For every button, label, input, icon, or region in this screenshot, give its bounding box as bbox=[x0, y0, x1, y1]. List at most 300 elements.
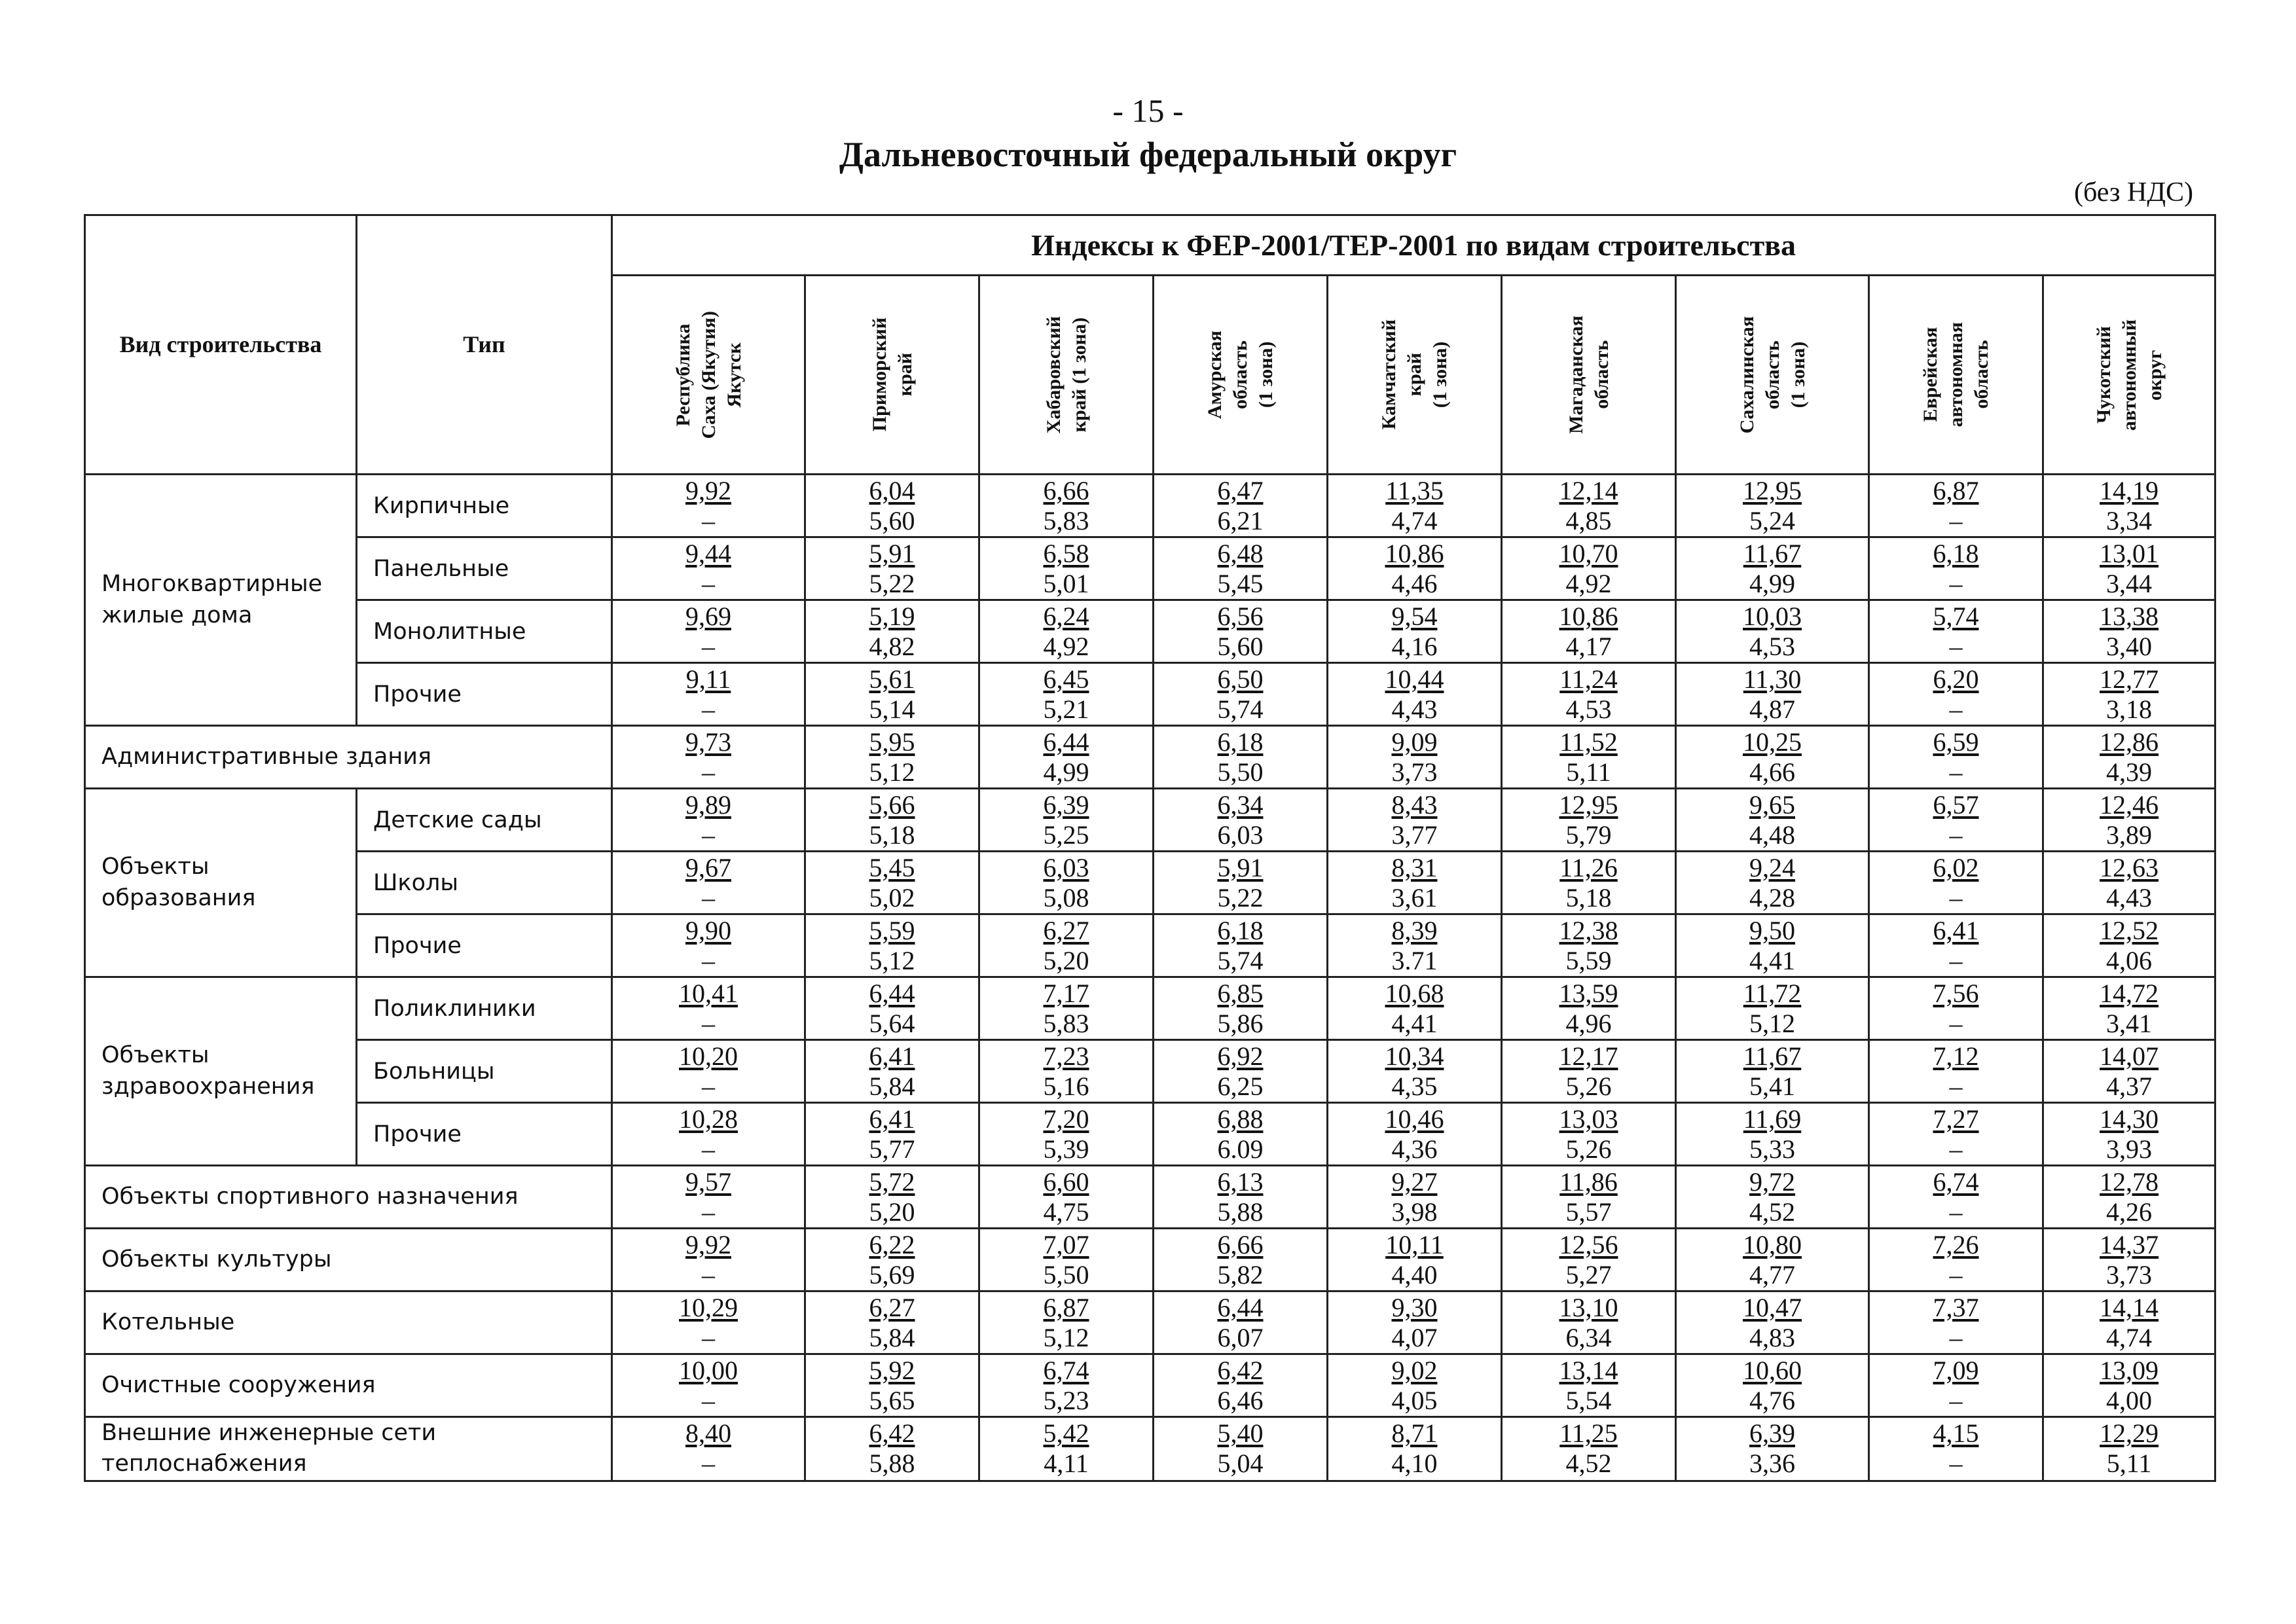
fer-index-value: 14,19 bbox=[2100, 475, 2159, 505]
construction-kind-label: Очистные сооружения bbox=[85, 1354, 612, 1417]
ter-index-value: 3,36 bbox=[1749, 1449, 1795, 1479]
ter-index-value: 5,04 bbox=[1217, 1449, 1264, 1479]
index-cell bbox=[979, 537, 1154, 600]
fer-index-value: 12,17 bbox=[1559, 1041, 1618, 1071]
construction-kind-label: Объекты образования bbox=[85, 789, 357, 977]
ter-index-value: 5,01 bbox=[1043, 568, 1089, 598]
index-cell bbox=[1328, 852, 1502, 914]
index-cell bbox=[979, 1103, 1154, 1166]
index-cell bbox=[1869, 1040, 2043, 1103]
ter-index-value: 5,11 bbox=[1566, 757, 1611, 787]
index-cell bbox=[1869, 852, 2043, 914]
index-cell bbox=[1328, 914, 1502, 977]
ter-index-value: – bbox=[702, 505, 715, 535]
ter-index-value: 5,64 bbox=[869, 1008, 915, 1038]
ter-index-value: – bbox=[1949, 1259, 1963, 1290]
index-cell bbox=[1154, 663, 1328, 726]
header-type: Тип bbox=[357, 215, 612, 475]
fer-index-value: 12,29 bbox=[2100, 1418, 2159, 1449]
fer-index-value: 12,86 bbox=[2100, 727, 2159, 757]
ter-index-value: 5,08 bbox=[1043, 882, 1089, 912]
fer-index-value: 6,13 bbox=[1217, 1166, 1264, 1197]
region-header bbox=[1869, 276, 2043, 475]
index-cell bbox=[1328, 600, 1502, 663]
fer-index-value: 10,00 bbox=[679, 1355, 738, 1385]
ter-index-value: – bbox=[1949, 1322, 1963, 1352]
fer-index-value: 5,61 bbox=[869, 664, 915, 694]
ter-index-value: 4,28 bbox=[1749, 882, 1795, 912]
ter-index-value: 4,11 bbox=[1044, 1449, 1089, 1479]
region-label: Приморский край bbox=[868, 317, 916, 432]
ter-index-value: 5,12 bbox=[1749, 1008, 1795, 1038]
index-cell bbox=[1676, 914, 1869, 977]
fer-index-value: 6,18 bbox=[1217, 727, 1264, 757]
fer-index-value: 6,45 bbox=[1043, 664, 1089, 694]
index-cell bbox=[1502, 1040, 1676, 1103]
ter-index-value: – bbox=[1949, 1449, 1963, 1479]
index-cell bbox=[805, 852, 979, 914]
fer-index-value: 9,65 bbox=[1749, 789, 1795, 820]
fer-index-value: 10,86 bbox=[1385, 538, 1444, 568]
ter-index-value: 5,50 bbox=[1043, 1259, 1089, 1290]
index-cell bbox=[1154, 1291, 1328, 1354]
index-cell bbox=[979, 914, 1154, 977]
index-cell bbox=[1869, 1354, 2043, 1417]
table-row bbox=[85, 789, 2215, 852]
index-cell bbox=[1502, 1354, 1676, 1417]
index-cell bbox=[1869, 789, 2043, 852]
fer-index-value: 9,89 bbox=[685, 789, 731, 820]
region-label: Сахалинская область (1 зона) bbox=[1736, 316, 1809, 434]
fer-index-value: 5,19 bbox=[869, 601, 915, 631]
fer-index-value: 9,09 bbox=[1391, 727, 1438, 757]
ter-index-value: – bbox=[702, 882, 715, 912]
ter-index-value: – bbox=[1949, 1008, 1963, 1038]
fer-index-value: 6,44 bbox=[869, 978, 915, 1008]
index-cell bbox=[1328, 1291, 1502, 1354]
table-row bbox=[85, 1417, 2215, 1481]
index-cell bbox=[1869, 914, 2043, 977]
index-table bbox=[84, 214, 2216, 1482]
fer-index-value: 10,80 bbox=[1743, 1229, 1802, 1259]
fer-index-value: 11,69 bbox=[1743, 1104, 1802, 1134]
ter-index-value: 5,77 bbox=[869, 1134, 915, 1164]
ter-index-value: 5,59 bbox=[1565, 945, 1612, 975]
index-cell bbox=[1502, 537, 1676, 600]
index-cell bbox=[1154, 1040, 1328, 1103]
fer-index-value: 7,37 bbox=[1933, 1292, 1979, 1322]
fer-index-value: 14,14 bbox=[2100, 1292, 2159, 1322]
ter-index-value: 4,99 bbox=[1043, 757, 1089, 787]
ter-index-value: 4,16 bbox=[1391, 631, 1438, 661]
ter-index-value: 6,21 bbox=[1217, 505, 1264, 535]
ter-index-value: 5,23 bbox=[1043, 1385, 1089, 1415]
index-cell bbox=[1676, 537, 1869, 600]
region-label: Магаданская область bbox=[1565, 316, 1613, 434]
index-cell bbox=[1154, 789, 1328, 852]
index-cell bbox=[805, 977, 979, 1040]
region-label: Республика Саха (Якутия) Якутск bbox=[672, 310, 745, 439]
fer-index-value: 12,77 bbox=[2100, 664, 2159, 694]
index-cell bbox=[1869, 537, 2043, 600]
region-header bbox=[1502, 276, 1676, 475]
fer-index-value: 6,85 bbox=[1217, 978, 1264, 1008]
ter-index-value: 5,60 bbox=[869, 505, 915, 535]
fer-index-value: 6,59 bbox=[1933, 727, 1979, 757]
ter-index-value: – bbox=[1949, 694, 1963, 724]
ter-index-value: – bbox=[702, 1134, 715, 1164]
index-cell bbox=[1869, 475, 2043, 537]
ter-index-value: 4,40 bbox=[1391, 1259, 1438, 1290]
fer-index-value: 6,27 bbox=[869, 1292, 915, 1322]
index-cell bbox=[2043, 1229, 2215, 1291]
fer-index-value: 13,38 bbox=[2100, 601, 2159, 631]
fer-index-value: 11,35 bbox=[1385, 475, 1444, 505]
index-cell bbox=[1676, 726, 1869, 789]
fer-index-value: 8,43 bbox=[1391, 789, 1438, 820]
index-cell bbox=[1869, 1103, 2043, 1166]
fer-index-value: 6,57 bbox=[1933, 789, 1979, 820]
index-cell bbox=[1502, 1166, 1676, 1229]
fer-index-value: 6,44 bbox=[1043, 727, 1089, 757]
building-type-label: Монолитные bbox=[357, 600, 612, 663]
ter-index-value: – bbox=[1949, 1197, 1963, 1227]
fer-index-value: 10,44 bbox=[1385, 664, 1444, 694]
fer-index-value: 5,42 bbox=[1043, 1418, 1089, 1449]
index-cell bbox=[612, 663, 805, 726]
ter-index-value: 4,43 bbox=[1391, 694, 1438, 724]
ter-index-value: 3,40 bbox=[2106, 631, 2153, 661]
fer-index-value: 6,56 bbox=[1217, 601, 1264, 631]
fer-index-value: 6,74 bbox=[1933, 1166, 1979, 1197]
fer-index-value: 7,17 bbox=[1043, 978, 1089, 1008]
index-cell bbox=[1502, 663, 1676, 726]
index-cell bbox=[612, 977, 805, 1040]
ter-index-value: 4,37 bbox=[2106, 1071, 2153, 1101]
region-header bbox=[805, 276, 979, 475]
construction-kind-label: Объекты спортивного назначения bbox=[85, 1166, 612, 1229]
index-cell bbox=[979, 789, 1154, 852]
index-cell bbox=[2043, 1166, 2215, 1229]
ter-index-value: – bbox=[702, 1008, 715, 1038]
table-row bbox=[85, 1166, 2215, 1229]
index-cell bbox=[805, 537, 979, 600]
ter-index-value: 4,74 bbox=[2106, 1322, 2153, 1352]
fer-index-value: 5,72 bbox=[869, 1166, 915, 1197]
ter-index-value: – bbox=[1949, 820, 1963, 850]
fer-index-value: 7,07 bbox=[1043, 1229, 1089, 1259]
ter-index-value: 5,20 bbox=[869, 1197, 915, 1227]
index-cell bbox=[979, 1354, 1154, 1417]
fer-index-value: 11,86 bbox=[1559, 1166, 1618, 1197]
header-kind: Вид строительства bbox=[85, 215, 357, 475]
fer-index-value: 9,30 bbox=[1391, 1292, 1438, 1322]
ter-index-value: 5,41 bbox=[1749, 1071, 1795, 1101]
index-cell bbox=[612, 1354, 805, 1417]
fer-index-value: 6,34 bbox=[1217, 789, 1264, 820]
fer-index-value: 12,56 bbox=[1559, 1229, 1618, 1259]
region-label: Хабаровский край (1 зона) bbox=[1042, 316, 1090, 434]
ter-index-value: 4,35 bbox=[1391, 1071, 1438, 1101]
index-cell bbox=[612, 1040, 805, 1103]
ter-index-value: 5,14 bbox=[869, 694, 915, 724]
index-cell bbox=[1502, 1103, 1676, 1166]
table-row bbox=[85, 1040, 2215, 1103]
index-cell bbox=[1676, 1291, 1869, 1354]
fer-index-value: 10,47 bbox=[1743, 1292, 1802, 1322]
fer-index-value: 10,03 bbox=[1743, 601, 1802, 631]
ter-index-value: – bbox=[1949, 1071, 1963, 1101]
index-cell bbox=[1502, 1229, 1676, 1291]
fer-index-value: 12,46 bbox=[2100, 789, 2159, 820]
construction-kind-label: Многоквартирные жилые дома bbox=[85, 475, 357, 726]
index-cell bbox=[805, 600, 979, 663]
fer-index-value: 11,24 bbox=[1559, 664, 1618, 694]
region-header bbox=[1154, 276, 1328, 475]
ter-index-value: – bbox=[702, 694, 715, 724]
fer-index-value: 6,48 bbox=[1217, 538, 1264, 568]
index-cell bbox=[979, 1417, 1154, 1481]
ter-index-value: 5,22 bbox=[1217, 882, 1264, 912]
index-cell bbox=[805, 1291, 979, 1354]
ter-index-value: 4,48 bbox=[1749, 820, 1795, 850]
index-cell bbox=[979, 1229, 1154, 1291]
fer-index-value: 6,18 bbox=[1217, 915, 1264, 945]
index-cell bbox=[1328, 537, 1502, 600]
construction-kind-label: Объекты здравоохранения bbox=[85, 977, 357, 1166]
index-cell bbox=[805, 1040, 979, 1103]
ter-index-value: 5,60 bbox=[1217, 631, 1264, 661]
ter-index-value: 4,07 bbox=[1391, 1322, 1438, 1352]
index-cell bbox=[1676, 1354, 1869, 1417]
fer-index-value: 6,27 bbox=[1043, 915, 1089, 945]
fer-index-value: 6,50 bbox=[1217, 664, 1264, 694]
index-cell bbox=[1502, 852, 1676, 914]
ter-index-value: 4,41 bbox=[1749, 945, 1795, 975]
fer-index-value: 5,74 bbox=[1933, 601, 1979, 631]
ter-index-value: – bbox=[702, 1197, 715, 1227]
region-label: Амурская область (1 зона) bbox=[1204, 330, 1277, 420]
fer-index-value: 9,67 bbox=[685, 852, 731, 882]
index-cell bbox=[1154, 726, 1328, 789]
index-cell bbox=[2043, 537, 2215, 600]
index-cell bbox=[1869, 1229, 2043, 1291]
fer-index-value: 5,95 bbox=[869, 727, 915, 757]
index-cell bbox=[1502, 1291, 1676, 1354]
fer-index-value: 11,67 bbox=[1743, 538, 1802, 568]
index-cell bbox=[1154, 1166, 1328, 1229]
index-cell bbox=[1154, 852, 1328, 914]
index-cell bbox=[2043, 726, 2215, 789]
fer-index-value: 6,47 bbox=[1217, 475, 1264, 505]
index-cell bbox=[1328, 1103, 1502, 1166]
fer-index-value: 10,60 bbox=[1743, 1355, 1802, 1385]
ter-index-value: 4,39 bbox=[2106, 757, 2153, 787]
index-cell bbox=[979, 1166, 1154, 1229]
index-cell bbox=[1676, 1103, 1869, 1166]
index-cell bbox=[1676, 475, 1869, 537]
fer-index-value: 10,70 bbox=[1559, 538, 1618, 568]
table-row bbox=[85, 726, 2215, 789]
fer-index-value: 6,66 bbox=[1043, 475, 1089, 505]
index-cell bbox=[805, 914, 979, 977]
ter-index-value: – bbox=[1949, 505, 1963, 535]
ter-index-value: 4,96 bbox=[1565, 1008, 1612, 1038]
index-cell bbox=[1676, 852, 1869, 914]
table-row bbox=[85, 914, 2215, 977]
ter-index-value: 5,22 bbox=[869, 568, 915, 598]
index-cell bbox=[1676, 663, 1869, 726]
ter-index-value: 5,86 bbox=[1217, 1008, 1264, 1038]
index-cell bbox=[1328, 1166, 1502, 1229]
fer-index-value: 10,68 bbox=[1385, 978, 1444, 1008]
index-cell bbox=[1328, 475, 1502, 537]
fer-index-value: 10,28 bbox=[679, 1104, 738, 1134]
ter-index-value: 5,12 bbox=[869, 757, 915, 787]
ter-index-value: 4,66 bbox=[1749, 757, 1795, 787]
fer-index-value: 12,78 bbox=[2100, 1166, 2159, 1197]
fer-index-value: 14,72 bbox=[2100, 978, 2159, 1008]
index-cell bbox=[1676, 789, 1869, 852]
ter-index-value: – bbox=[1949, 631, 1963, 661]
index-cell bbox=[1869, 1417, 2043, 1481]
ter-index-value: 6,46 bbox=[1217, 1385, 1264, 1415]
ter-index-value: – bbox=[1949, 1134, 1963, 1164]
index-cell bbox=[2043, 789, 2215, 852]
ter-index-value: 4,52 bbox=[1749, 1197, 1795, 1227]
fer-index-value: 5,92 bbox=[869, 1355, 915, 1385]
index-cell bbox=[805, 789, 979, 852]
building-type-label: Детские сады bbox=[357, 789, 612, 852]
ter-index-value: – bbox=[702, 945, 715, 975]
ter-index-value: – bbox=[702, 631, 715, 661]
vat-note: (без НДС) bbox=[2073, 177, 2193, 208]
ter-index-value: 5,39 bbox=[1043, 1134, 1089, 1164]
ter-index-value: – bbox=[702, 757, 715, 787]
index-cell bbox=[1328, 1229, 1502, 1291]
fer-index-value: 8,39 bbox=[1391, 915, 1438, 945]
ter-index-value: 5,27 bbox=[1565, 1259, 1612, 1290]
ter-index-value: 4,83 bbox=[1749, 1322, 1795, 1352]
ter-index-value: 5,02 bbox=[869, 882, 915, 912]
index-cell bbox=[612, 1103, 805, 1166]
ter-index-value: 5,12 bbox=[869, 945, 915, 975]
region-header bbox=[979, 276, 1154, 475]
fer-index-value: 11,30 bbox=[1743, 664, 1802, 694]
index-cell bbox=[2043, 1291, 2215, 1354]
ter-index-value: 4,41 bbox=[1391, 1008, 1438, 1038]
region-header bbox=[1328, 276, 1502, 475]
index-cell bbox=[979, 1040, 1154, 1103]
index-cell bbox=[805, 1354, 979, 1417]
index-cell bbox=[612, 1166, 805, 1229]
fer-index-value: 11,52 bbox=[1559, 727, 1618, 757]
ter-index-value: 5,65 bbox=[869, 1385, 915, 1415]
ter-index-value: 5,11 bbox=[2106, 1449, 2152, 1479]
construction-kind-label: Объекты культуры bbox=[85, 1229, 612, 1291]
fer-index-value: 9,69 bbox=[685, 601, 731, 631]
index-cell bbox=[1154, 1354, 1328, 1417]
ter-index-value: 5,50 bbox=[1217, 757, 1264, 787]
index-cell bbox=[805, 475, 979, 537]
ter-index-value: – bbox=[1949, 945, 1963, 975]
fer-index-value: 11,26 bbox=[1559, 852, 1618, 882]
fer-index-value: 9,02 bbox=[1391, 1355, 1438, 1385]
fer-index-value: 6,22 bbox=[869, 1229, 915, 1259]
index-cell bbox=[1502, 977, 1676, 1040]
ter-index-value: 5,25 bbox=[1043, 820, 1089, 850]
ter-index-value: 6,25 bbox=[1217, 1071, 1264, 1101]
index-cell bbox=[1328, 789, 1502, 852]
fer-index-value: 9,11 bbox=[685, 664, 731, 694]
ter-index-value: 4,74 bbox=[1391, 505, 1438, 535]
index-cell bbox=[1869, 726, 2043, 789]
ter-index-value: 5,24 bbox=[1749, 505, 1795, 535]
fer-index-value: 12,95 bbox=[1743, 475, 1802, 505]
ter-index-value: 3,98 bbox=[1391, 1197, 1438, 1227]
fer-index-value: 6,41 bbox=[869, 1041, 915, 1071]
fer-index-value: 12,14 bbox=[1559, 475, 1618, 505]
fer-index-value: 9,73 bbox=[685, 727, 731, 757]
index-cell bbox=[805, 1166, 979, 1229]
index-cell bbox=[805, 663, 979, 726]
ter-index-value: 4,26 bbox=[2106, 1197, 2153, 1227]
page-title: Дальневосточный федеральный округ bbox=[839, 135, 1457, 174]
ter-index-value: – bbox=[702, 1385, 715, 1415]
ter-index-value: 4,85 bbox=[1565, 505, 1612, 535]
index-cell bbox=[1676, 977, 1869, 1040]
fer-index-value: 9,27 bbox=[1391, 1166, 1438, 1197]
ter-index-value: 3,18 bbox=[2106, 694, 2153, 724]
fer-index-value: 10,20 bbox=[679, 1041, 738, 1071]
fer-index-value: 9,54 bbox=[1391, 601, 1438, 631]
ter-index-value: – bbox=[1949, 1385, 1963, 1415]
ter-index-value: 5,74 bbox=[1217, 694, 1264, 724]
fer-index-value: 11,72 bbox=[1743, 978, 1802, 1008]
ter-index-value: 4,52 bbox=[1565, 1449, 1612, 1479]
fer-index-value: 6,03 bbox=[1043, 852, 1089, 882]
ter-index-value: – bbox=[702, 1449, 715, 1479]
index-cell bbox=[979, 663, 1154, 726]
ter-index-value: 4,92 bbox=[1043, 631, 1089, 661]
fer-index-value: 7,56 bbox=[1933, 978, 1979, 1008]
region-header bbox=[612, 276, 805, 475]
ter-index-value: 3,61 bbox=[1391, 882, 1438, 912]
index-cell bbox=[805, 1103, 979, 1166]
fer-index-value: 14,37 bbox=[2100, 1229, 2159, 1259]
fer-index-value: 13,14 bbox=[1559, 1355, 1618, 1385]
fer-index-value: 12,63 bbox=[2100, 852, 2159, 882]
fer-index-value: 6,39 bbox=[1749, 1418, 1795, 1449]
index-cell bbox=[2043, 663, 2215, 726]
index-cell bbox=[1869, 977, 2043, 1040]
ter-index-value: – bbox=[702, 1259, 715, 1290]
fer-index-value: 6,87 bbox=[1933, 475, 1979, 505]
index-cell bbox=[805, 1417, 979, 1481]
ter-index-value: 5,83 bbox=[1043, 505, 1089, 535]
fer-index-value: 8,40 bbox=[685, 1418, 731, 1449]
index-cell bbox=[1328, 977, 1502, 1040]
building-type-label: Прочие bbox=[357, 663, 612, 726]
fer-index-value: 13,03 bbox=[1559, 1104, 1618, 1134]
ter-index-value: 3,77 bbox=[1391, 820, 1438, 850]
ter-index-value: 4,53 bbox=[1565, 694, 1612, 724]
ter-index-value: 4,05 bbox=[1391, 1385, 1438, 1415]
region-label: Камчатский край (1 зона) bbox=[1378, 319, 1451, 430]
index-cell bbox=[2043, 852, 2215, 914]
fer-index-value: 6,60 bbox=[1043, 1166, 1089, 1197]
index-cell bbox=[1154, 537, 1328, 600]
